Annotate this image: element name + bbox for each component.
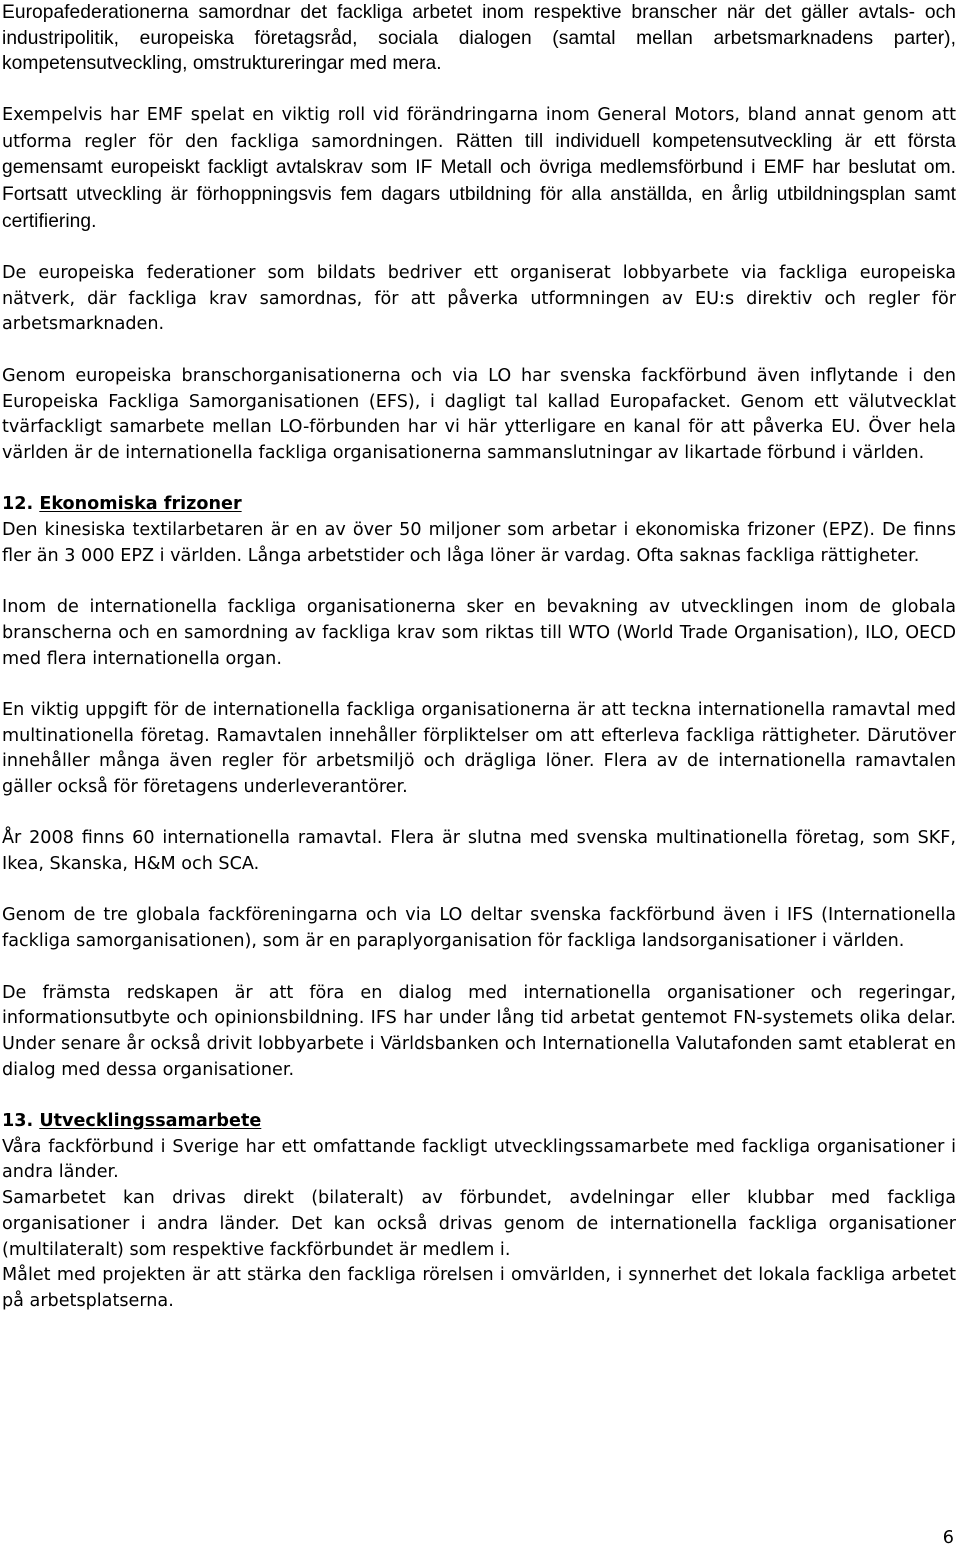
section-title: Ekonomiska frizoner [39, 494, 242, 515]
section-number: 13. [2, 1111, 34, 1132]
section-number: 12. [2, 494, 34, 515]
paragraph-utvecklingssamarbete: Våra fackförbund i Sverige har ett omfattande fackligt utvecklingssamarbete med fackliga organisationer i andra länder. [2, 1136, 956, 1183]
paragraph-text: Exempelvis har EMF spelat en viktig roll vid förändringarna inom General Motors, bland annat genom att utforma regler för den fackliga samordningen. [2, 104, 956, 152]
paragraph-frizoner: Den kinesiska textilarbetaren är en av över 50 miljoner som arbetar i ekonomiska frizoner (EPZ). De finns fler än 3 000 EPZ i världen. Långa arbetstider och låga löner är vardag. Ofta saknas fackliga rättigheter. [2, 520, 956, 566]
paragraph-redskapen: De främsta redskapen är att föra en dialog med internationella organisationer och regeringar, informationsutbyte och opinionsbildning. IFS har under lång tid arbetat gentemot FN-systemets olika delar. Under senare år också drivit lobbyarbete i Världsbanken och Internationella Valutafonden samt etablerat en dialog med dessa organisationer. [2, 982, 956, 1080]
page-number: 6 [942, 1528, 954, 1548]
paragraph-samarbetet: Samarbetet kan drivas direkt (bilateralt) av förbundet, avdelningar eller klubbar med fackliga organisationer i andra länder. Det kan också drivas genom de internationella fackliga organisationer (multilateralt) som respektive fackförbundet är medlem i. [2, 1188, 956, 1260]
paragraph-bevakning: Inom de internationella fackliga organisationerna sker en bevakning av utvecklingen inom de globala branscherna och en samordning av fackliga krav som riktas till WTO (World Trade Organisation), ILO, OECD med flera internationella organ. [2, 597, 956, 669]
paragraph-ifs: Genom de tre globala fackföreningarna och via LO deltar svenska fackförbund även i IFS (Internationella fackliga samorganisationen), som är en paraplyorganisation för fackliga landsorganisationer i världen. [2, 905, 956, 952]
paragraph-ramavtal-2008: År 2008 finns 60 internationella ramavtal. Flera är slutna med svenska multinationella företag, som SKF, Ikea, Skanska, H&M och SCA. [2, 828, 956, 875]
section-title: Utvecklingssamarbete [39, 1111, 262, 1132]
paragraph-text: Rätten till individuell kompetensutveckling är ett första gemensamt europeiskt fackligt avtalskrav som IF Metall och övriga medlemsförbund i EMF har beslutat om. [2, 130, 956, 179]
section-heading-13 [2, 1109, 956, 1135]
section-heading-12 [2, 492, 956, 518]
paragraph-ramavtal: En viktig uppgift för de internationella fackliga organisationerna är att teckna internationella ramavtal med multinationella företag. Ramavtalen innehåller förpliktelser om att efterleva fackliga rättigheter. Därutöver innehåller många även regler för arbetsmiljö och drägliga löner. Flera av de internationella ramavtalen gäller också för företagens underleverantörer. [2, 699, 956, 797]
paragraph-europafacket: Genom europeiska branschorganisationerna och via LO har svenska fackförbund även inflytande i den Europeiska Fackliga Samorganisationen (EFS), i dagligt tal kallad Europafacket. Genom ett välutvecklat tvärfackligt samarbete mellan LO-förbunden har vi här ytterligare en kanal för att påverka EU. Över hela världen är de internationella fackliga organisationerna sammanslutningar av likartade förbund i världen. [2, 365, 956, 463]
document-page [2, 0, 956, 1315]
paragraph-emf [2, 103, 956, 236]
paragraph-europafederationerna [2, 0, 956, 77]
paragraph-text: Fortsatt utveckling är förhoppningsvis fem dagars utbildning för alla anställda, en årlig utbildningsplan samt certifiering. [2, 183, 956, 232]
paragraph-text: Europafederationerna samordnar det fackliga arbetet inom respektive branscher när det gäller avtals- och industripolitik, europeiska företagsråd, sociala dialogen (samtal mellan arbetsmarknadens parter), kompetensutveckling, omstruktureringar med mera. [2, 2, 956, 75]
paragraph-malet: Målet med projekten är att stärka den fackliga rörelsen i omvärlden, i synnerhet det lokala fackliga arbetet på arbetsplatserna. [2, 1265, 956, 1311]
paragraph-lobbyarbete: De europeiska federationer som bildats bedriver ett organiserat lobbyarbete via fackliga europeiska nätverk, där fackliga krav samordnas, för att påverka utformningen av EU:s direktiv och regler för arbetsmarknaden. [2, 263, 956, 335]
